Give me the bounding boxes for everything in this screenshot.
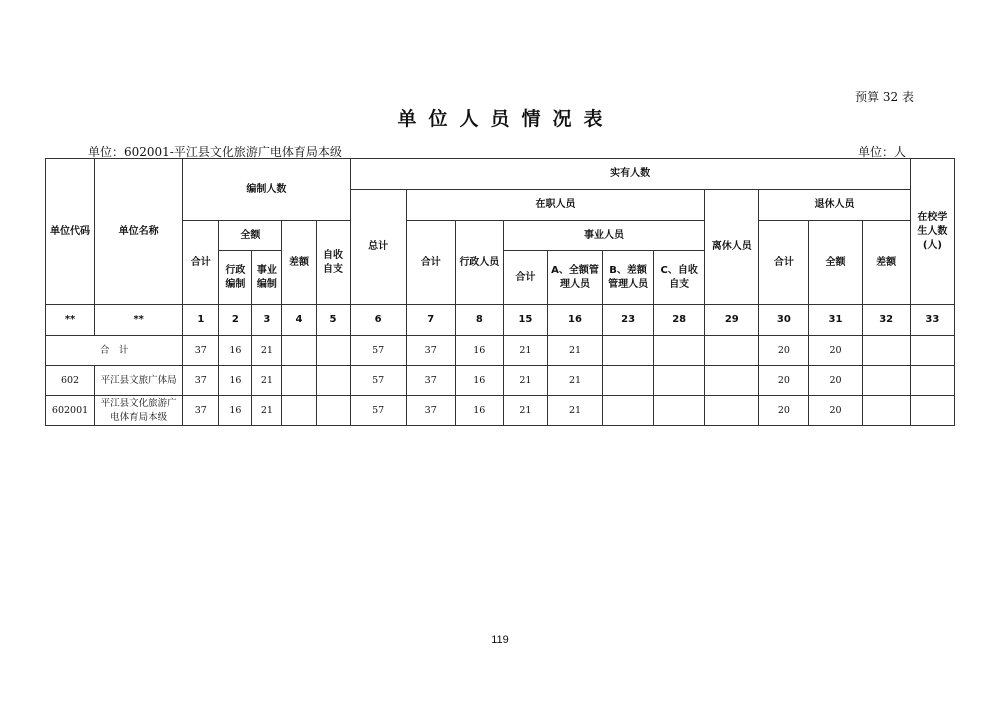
table-cell [654, 396, 705, 426]
header-retired-diff: 差额 [862, 221, 910, 305]
table-cell [705, 396, 759, 426]
table-cell: 21 [252, 336, 282, 366]
header-staff-total: 合计 [183, 221, 219, 305]
table-cell: 16 [219, 366, 252, 396]
table-cell: 21 [252, 396, 282, 426]
unit-name-cell: 平江县文化旅游广电体育局本级 [95, 396, 183, 426]
table-cell: 21 [252, 366, 282, 396]
index-cell: 1 [183, 305, 219, 336]
index-cell: 23 [603, 305, 654, 336]
table-cell: 57 [350, 396, 406, 426]
index-cell: 16 [547, 305, 602, 336]
total-label: 合 计 [46, 336, 183, 366]
header-retired-full: 全额 [809, 221, 862, 305]
header-type-b: B、差额管理人员 [603, 251, 654, 305]
unit-name-cell: 平江县文旅广体局 [95, 366, 183, 396]
index-cell: 30 [759, 305, 809, 336]
table-cell [705, 336, 759, 366]
header-students: 在校学生人数(人) [910, 159, 954, 305]
header-in-service: 在职人员 [406, 190, 705, 221]
header-retired-cadre: 离休人员 [705, 190, 759, 305]
table-cell [316, 396, 350, 426]
table-cell: 16 [219, 396, 252, 426]
header-unit-name: 单位名称 [95, 159, 183, 305]
header-staffing: 编制人数 [183, 159, 350, 221]
table-cell: 20 [809, 396, 862, 426]
table-cell: 20 [759, 396, 809, 426]
table-cell: 21 [503, 396, 547, 426]
index-cell: 15 [503, 305, 547, 336]
header-difference: 差额 [282, 221, 316, 305]
header-public-staffing: 事业编制 [252, 251, 282, 305]
table-cell: 37 [406, 366, 455, 396]
header-grand-total: 总计 [350, 190, 406, 305]
table-row [46, 396, 955, 426]
table-cell: 21 [547, 366, 602, 396]
header-full-funding: 全额 [219, 221, 282, 251]
personnel-table [45, 158, 955, 426]
table-cell: 57 [350, 336, 406, 366]
table-cell [654, 336, 705, 366]
table-row [46, 366, 955, 396]
table-cell: 16 [455, 396, 503, 426]
table-cell: 21 [503, 336, 547, 366]
table-cell [862, 396, 910, 426]
header-retired-total: 合计 [759, 221, 809, 305]
table-cell: 20 [809, 336, 862, 366]
table-cell: 20 [759, 366, 809, 396]
index-cell: 4 [282, 305, 316, 336]
header-admin-personnel: 行政人员 [455, 221, 503, 305]
table-cell: 21 [547, 336, 602, 366]
header-type-c: C、自收自支 [654, 251, 705, 305]
header-admin-staffing: 行政编制 [219, 251, 252, 305]
table-cell: 37 [406, 396, 455, 426]
header-type-a: A、全额管理人员 [547, 251, 602, 305]
index-cell: ** [95, 305, 183, 336]
index-cell: 7 [406, 305, 455, 336]
index-cell: 33 [910, 305, 954, 336]
index-cell: 29 [705, 305, 759, 336]
measurement-unit: 单位：人 [857, 145, 906, 159]
table-cell: 20 [759, 336, 809, 366]
table-cell: 37 [183, 366, 219, 396]
index-cell: 28 [654, 305, 705, 336]
index-cell: 31 [809, 305, 862, 336]
header-retired: 退休人员 [759, 190, 910, 221]
reporting-unit: 单位：602001-平江县文化旅游广电体育局本级 [88, 145, 342, 159]
table-cell [910, 336, 954, 366]
total-row [46, 336, 955, 366]
index-cell: 5 [316, 305, 350, 336]
table-cell [603, 366, 654, 396]
table-cell [316, 336, 350, 366]
index-cell: 3 [252, 305, 282, 336]
table-cell: 16 [455, 336, 503, 366]
table-cell [910, 396, 954, 426]
table-cell [654, 366, 705, 396]
table-cell [282, 366, 316, 396]
table-cell [316, 366, 350, 396]
table-cell [282, 396, 316, 426]
table-cell [910, 366, 954, 396]
unit-code-cell: 602 [46, 366, 95, 396]
table-cell: 37 [406, 336, 455, 366]
table-cell [603, 396, 654, 426]
column-index-row [46, 305, 955, 336]
header-public-total: 合计 [503, 251, 547, 305]
header-public-personnel: 事业人员 [503, 221, 704, 251]
table-cell: 20 [809, 366, 862, 396]
table-cell: 37 [183, 336, 219, 366]
index-cell: 32 [862, 305, 910, 336]
table-cell: 16 [219, 336, 252, 366]
table-cell: 57 [350, 366, 406, 396]
page-number: 119 [491, 634, 509, 646]
table-cell: 21 [503, 366, 547, 396]
table-cell [862, 366, 910, 396]
index-cell: 6 [350, 305, 406, 336]
table-cell: 37 [183, 396, 219, 426]
unit-code-cell: 602001 [46, 396, 95, 426]
index-cell: 2 [219, 305, 252, 336]
table-cell [705, 366, 759, 396]
page-title: 单位人员情况表 [397, 108, 615, 130]
table-cell [282, 336, 316, 366]
index-cell: 8 [455, 305, 503, 336]
table-cell [862, 336, 910, 366]
table-cell [603, 336, 654, 366]
header-actual: 实有人数 [350, 159, 910, 190]
table-cell: 16 [455, 366, 503, 396]
header-self-funded: 自收自支 [316, 221, 350, 305]
index-cell: ** [46, 305, 95, 336]
header-in-service-total: 合计 [406, 221, 455, 305]
table-cell: 21 [547, 396, 602, 426]
form-number: 预算 32 表 [855, 90, 914, 104]
header-unit-code: 单位代码 [46, 159, 95, 305]
